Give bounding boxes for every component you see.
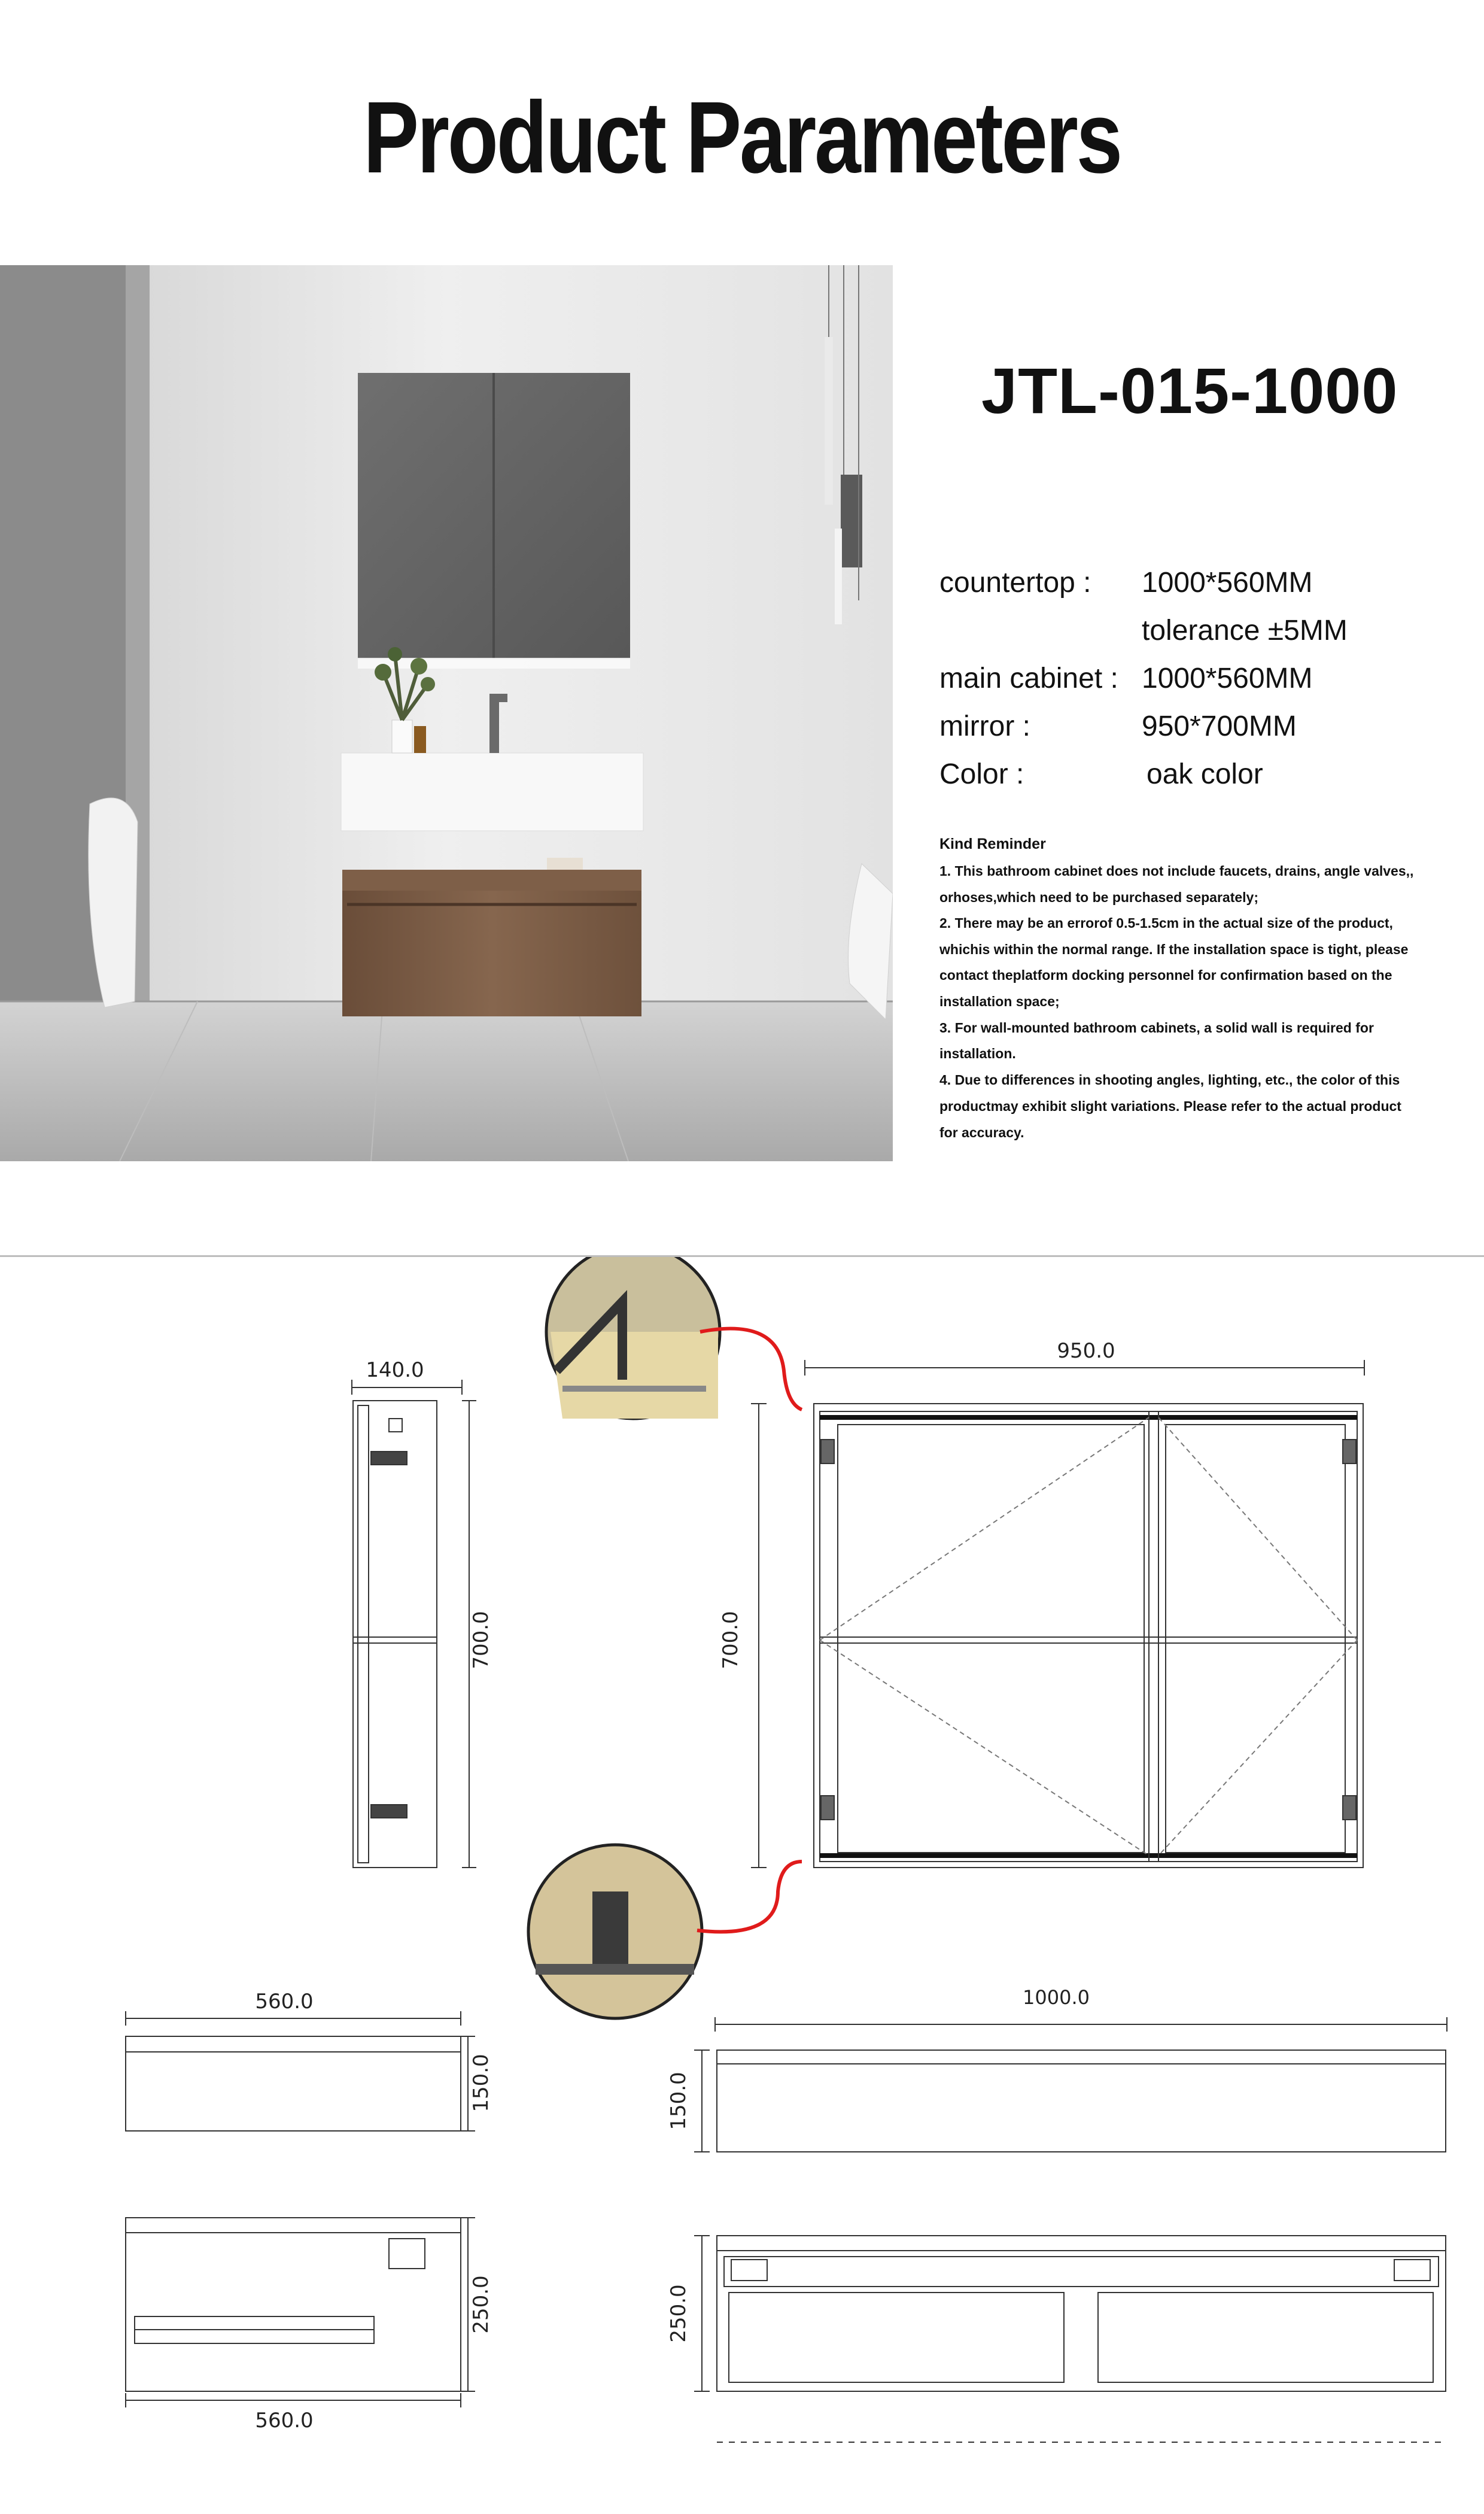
spec-value: 1000*560MM: [1142, 567, 1313, 599]
detail-top-circle: [546, 1257, 720, 1419]
page-title: Product Parameters: [363, 81, 1121, 195]
spec-row-tolerance: [939, 614, 1348, 647]
countertop-front-view: [694, 2017, 1447, 2152]
reminder-line: for accuracy.: [939, 1125, 1024, 1140]
dim-top-side-width: 560.0: [255, 1990, 314, 2014]
spec-value: tolerance ±5MM: [1142, 615, 1348, 646]
reminder-line: 2. There may be an errorof 0.5-1.5cm in the actual size of the product,: [939, 915, 1393, 931]
spec-value: oak color: [1147, 758, 1263, 790]
reminder-line: whichis within the normal range. If the installation space is tight, please: [939, 942, 1409, 957]
spec-label: main cabinet :: [939, 663, 1118, 694]
reminder-title: Kind Reminder: [939, 836, 1046, 852]
spec-value: 950*700MM: [1142, 711, 1297, 742]
countertop-side-view: [126, 2011, 475, 2131]
spec-row-main-cabinet: [939, 662, 1313, 695]
mirror-side-view: [352, 1380, 476, 1868]
reminder-line: productmay exhibit slight variations. Please refer to the actual product: [939, 1098, 1401, 1114]
spec-label: countertop :: [939, 567, 1091, 599]
base-front-view: [694, 2236, 1446, 2442]
reminder-line: 4. Due to differences in shooting angles, lighting, etc., the color of this: [939, 1072, 1400, 1088]
dim-mirror-front-width: 950.0: [1057, 1339, 1115, 1363]
dim-base-side-width: 560.0: [255, 2409, 314, 2433]
mirror-front-view: [751, 1360, 1364, 1868]
dim-mirror-side-height: 700.0: [469, 1611, 493, 1669]
dim-top-front-width: 1000.0: [1023, 1986, 1090, 2009]
model-code: JTL-015-1000: [981, 354, 1398, 427]
detail-bottom-circle: [528, 1845, 702, 2018]
dim-base-front-height: 250.0: [667, 2284, 691, 2343]
reminder-line: installation.: [939, 1046, 1016, 1061]
technical-drawings: [0, 1257, 1484, 2514]
spec-row-countertop: [939, 566, 1313, 599]
dim-top-front-height: 150.0: [667, 2072, 691, 2130]
reminder-line: 1. This bathroom cabinet does not include faucets, drains, angle valves,,: [939, 863, 1414, 879]
spec-row-mirror: [939, 710, 1297, 743]
spec-label: Color :: [939, 758, 1024, 790]
dim-base-side-height: 250.0: [469, 2275, 493, 2334]
spec-label: mirror :: [939, 711, 1030, 742]
reminder-line: 3. For wall-mounted bathroom cabinets, a solid wall is required for: [939, 1020, 1374, 1036]
spec-value: 1000*560MM: [1142, 663, 1313, 694]
reminder-line: orhoses,which need to be purchased separately;: [939, 889, 1258, 905]
bathroom-scene-illustration: [0, 265, 893, 1161]
product-photo: [0, 265, 893, 1161]
base-side-view: [126, 2218, 475, 2407]
reminder-line: contact theplatform docking personnel for confirmation based on the: [939, 967, 1392, 983]
spec-row-color: [939, 758, 1263, 791]
reminder-line: installation space;: [939, 994, 1060, 1009]
dim-top-side-height: 150.0: [469, 2054, 493, 2112]
dim-mirror-side-depth: 140.0: [366, 1358, 424, 1382]
dim-mirror-front-height: 700.0: [719, 1611, 743, 1669]
